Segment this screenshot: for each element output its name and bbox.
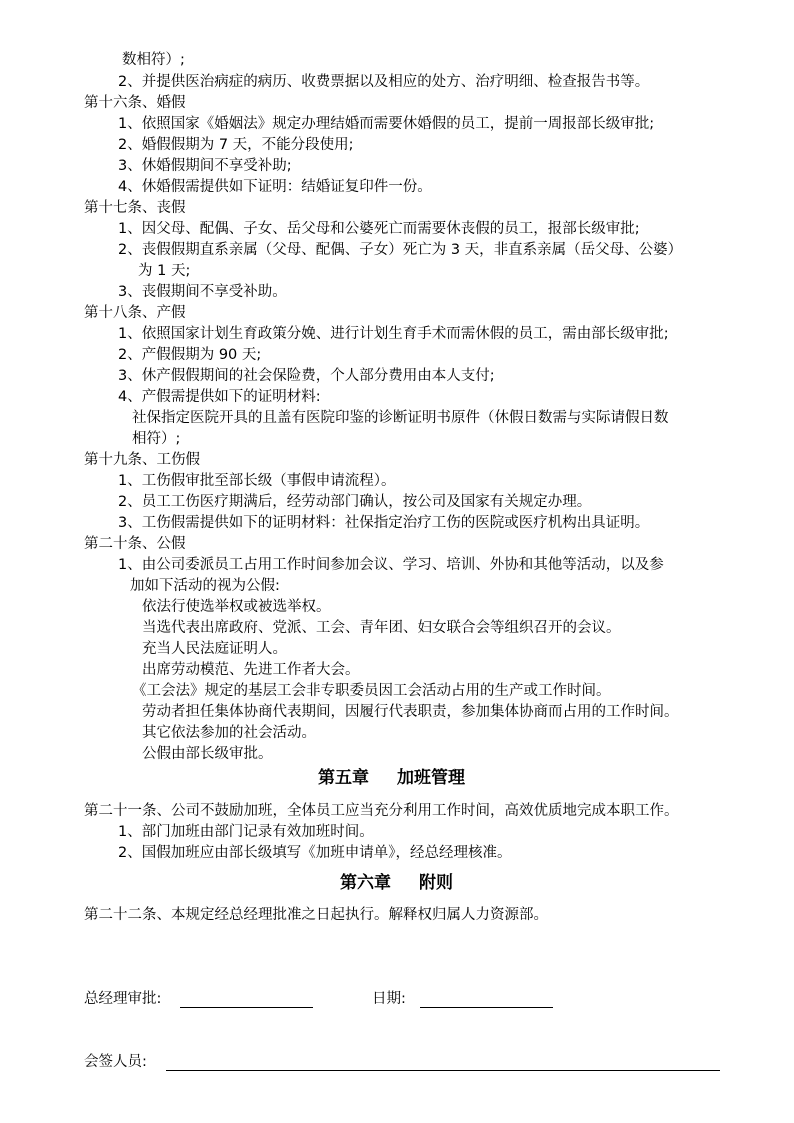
- article-heading: 第十八条、产假: [84, 305, 186, 321]
- clause-line: 当选代表出席政府、党派、工会、青年团、妇女联合会等组织召开的会议。: [142, 620, 621, 636]
- chapter-heading: [318, 768, 465, 788]
- clause-item: 1、依照国家计划生育政策分娩、进行计划生育手术而需休假的员工，需由部长级审批;: [118, 326, 669, 342]
- clause-line: 充当人民法庭证明人。: [142, 641, 287, 657]
- clause-line: 社保指定医院开具的且盖有医院印鉴的诊断证明书原件（休假日数需与实际请假日数: [132, 410, 669, 426]
- article-heading: 第二十二条、本规定经总经理批准之日起执行。解释权归属人力资源部。: [84, 907, 548, 923]
- clause-item: 1、由公司委派员工占用工作时间参加会议、学习、培训、外协和其他等活动，以及参: [118, 557, 664, 573]
- chapter-title: 加班管理: [397, 768, 465, 788]
- clause-line: 加如下活动的视为公假:: [130, 578, 280, 594]
- article-heading: 第二十一条、公司不鼓励加班，全体员工应当充分利用工作时间，高效优质地完成本职工作。: [84, 803, 679, 819]
- clause-item: 2、员工工伤医疗期满后，经劳动部门确认，按公司及国家有关规定办理。: [118, 494, 592, 510]
- clause-item: 2、婚假假期为 7 天，不能分段使用;: [118, 137, 354, 153]
- clause-line: 为 1 天;: [138, 263, 191, 279]
- clause-item: 1、因父母、配偶、子女、岳父母和公婆死亡而需要休丧假的员工，报部长级审批;: [118, 221, 640, 237]
- date-label: 日期:: [372, 991, 406, 1007]
- clause-item: 2、国假加班应由部长级填写《加班申请单》，经总经理核准。: [118, 845, 512, 861]
- clause-line: 数相符）;: [122, 52, 185, 68]
- clause-item: 1、部门加班由部门记录有效加班时间。: [118, 824, 374, 840]
- clause-line: 劳动者担任集体协商代表期间，因履行代表职责，参加集体协商而占用的工作时间。: [142, 704, 679, 720]
- clause-line: 公假由部长级审批。: [142, 746, 273, 762]
- clause-item: 4、产假需提供如下的证明材料:: [118, 389, 321, 405]
- countersign-line[interactable]: [166, 1070, 720, 1071]
- chapter-number: 第五章: [318, 768, 369, 788]
- clause-item: 1、依照国家《婚姻法》规定办理结婚而需要休婚假的员工，提前一周报部长级审批;: [118, 116, 655, 132]
- clause-line: 依法行使选举权或被选举权。: [142, 599, 331, 615]
- gm-approval-label: 总经理审批:: [84, 991, 162, 1007]
- clause-item: 3、丧假期间不享受补助。: [118, 284, 287, 300]
- gm-signature-line[interactable]: [180, 1007, 313, 1008]
- chapter-number: 第六章: [340, 873, 391, 893]
- article-heading: 第十七条、丧假: [84, 200, 186, 216]
- clause-item: 3、休产假假期间的社会保险费，个人部分费用由本人支付;: [118, 368, 495, 384]
- clause-line: 《工会法》规定的基层工会非专职委员因工会活动占用的生产或工作时间。: [132, 683, 611, 699]
- clause-line: 出席劳动模范、先进工作者大会。: [142, 662, 360, 678]
- article-heading: 第十九条、工伤假: [84, 452, 200, 468]
- clause-item: 3、休婚假期间不享受补助;: [118, 158, 292, 174]
- clause-item: 3、工伤假需提供如下的证明材料：社保指定治疗工伤的医院或医疗机构出具证明。: [118, 515, 650, 531]
- article-heading: 第二十条、公假: [84, 536, 186, 552]
- chapter-heading: [340, 873, 453, 893]
- date-signature-line[interactable]: [420, 1007, 553, 1008]
- clause-line: 相符）;: [132, 431, 181, 447]
- clause-item: 4、休婚假需提供如下证明：结婚证复印件一份。: [118, 179, 432, 195]
- countersign-label: 会签人员:: [84, 1054, 147, 1070]
- clause-item: 1、工伤假审批至部长级（事假申请流程）。: [118, 473, 396, 489]
- clause-item: 2、丧假假期直系亲属（父母、配偶、子女）死亡为 3 天，非直系亲属（岳父母、公婆）: [118, 242, 683, 258]
- article-heading: 第十六条、婚假: [84, 95, 186, 111]
- chapter-title: 附则: [419, 873, 453, 893]
- clause-line: 其它依法参加的社会活动。: [142, 725, 316, 741]
- clause-item: 2、产假假期为 90 天;: [118, 347, 262, 363]
- clause-item: 2、并提供医治病症的病历、收费票据以及相应的处方、治疗明细、检查报告书等。: [118, 74, 650, 90]
